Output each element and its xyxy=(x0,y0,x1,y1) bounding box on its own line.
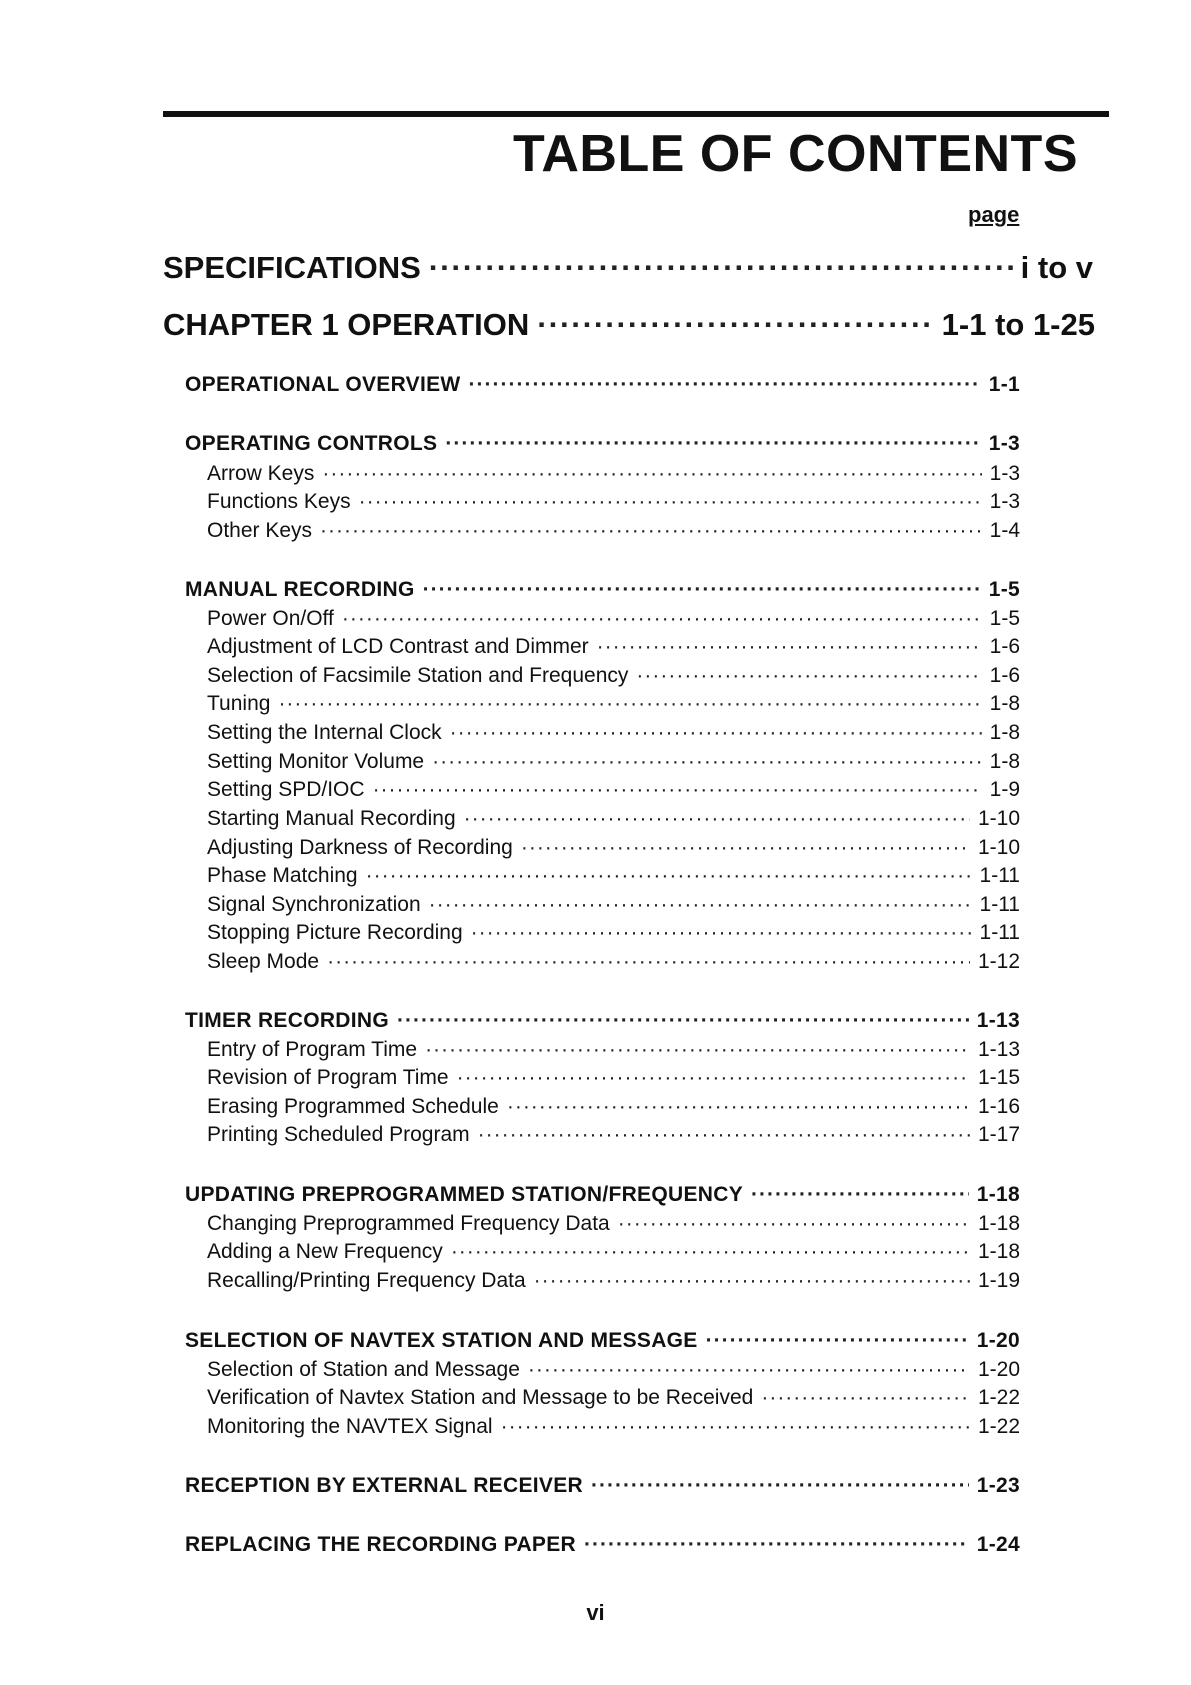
toc-item-page: 1-5 xyxy=(989,607,1020,630)
toc-item-page: 1-10 xyxy=(977,807,1020,830)
toc-item xyxy=(207,1066,1020,1090)
toc-item xyxy=(207,1386,1020,1410)
toc-item-label: Power On/Off xyxy=(207,607,334,630)
footer-page-number: vi xyxy=(586,1600,605,1625)
dot-leader xyxy=(373,778,982,802)
toc-item xyxy=(207,1240,1020,1264)
toc-item xyxy=(207,635,1020,659)
toc-item-label: Functions Keys xyxy=(207,490,351,513)
toc-item xyxy=(207,607,1020,631)
toc-section xyxy=(185,1183,1020,1207)
toc-item-page: 1-15 xyxy=(977,1066,1020,1089)
toc-item-label: Selection of Station and Message xyxy=(207,1358,520,1381)
dot-leader xyxy=(469,373,981,397)
toc-item-page: 1-12 xyxy=(977,950,1020,973)
dot-leader xyxy=(761,1386,970,1410)
toc-section-page: 1-5 xyxy=(988,578,1020,601)
toc-item-label: Revision of Program Time xyxy=(207,1066,449,1089)
toc-item xyxy=(207,950,1020,974)
toc-item-page: 1-22 xyxy=(977,1415,1020,1438)
toc-item xyxy=(207,1358,1020,1382)
toc-section-label: SELECTION OF NAVTEX STATION AND MESSAGE xyxy=(185,1329,698,1352)
toc-item-label: Stopping Picture Recording xyxy=(207,921,463,944)
dot-leader xyxy=(501,1415,970,1439)
toc-item-page: 1-8 xyxy=(989,750,1020,773)
dot-leader xyxy=(432,750,982,774)
toc-item-page: 1-11 xyxy=(979,864,1020,887)
toc-item-page: 1-4 xyxy=(989,519,1020,542)
toc-item-page: 1-8 xyxy=(989,721,1020,744)
toc-top-label: CHAPTER 1 OPERATION xyxy=(163,307,530,342)
dot-leader xyxy=(320,519,982,543)
toc-item-label: Printing Scheduled Program xyxy=(207,1123,470,1146)
dot-leader xyxy=(534,1269,970,1293)
dot-leader xyxy=(636,664,981,688)
toc-item xyxy=(207,1269,1020,1293)
toc-top-label: SPECIFICATIONS xyxy=(163,250,421,285)
toc-section-page: 1-18 xyxy=(976,1183,1020,1206)
toc-item-page: 1-13 xyxy=(977,1038,1020,1061)
toc-section-label: OPERATIONAL OVERVIEW xyxy=(185,373,461,396)
dot-leader xyxy=(591,1474,969,1498)
toc-item-page: 1-8 xyxy=(989,692,1020,715)
dot-leader xyxy=(425,1038,970,1062)
toc-item xyxy=(207,778,1020,802)
toc-section-page: 1-3 xyxy=(988,432,1020,455)
toc-section xyxy=(185,1533,1020,1557)
toc-top-entry xyxy=(163,307,1095,343)
dot-leader xyxy=(366,864,972,888)
toc-item-label: Adjusting Darkness of Recording xyxy=(207,836,513,859)
dot-leader xyxy=(507,1095,970,1119)
toc-item-page: 1-22 xyxy=(977,1386,1020,1409)
dot-leader xyxy=(429,893,972,917)
page-title: TABLE OF CONTENTS xyxy=(512,125,1078,183)
dot-leader xyxy=(537,307,933,343)
dot-leader xyxy=(521,836,970,860)
toc-section-label: OPERATING CONTROLS xyxy=(185,432,438,455)
dot-leader xyxy=(342,607,982,631)
toc-section xyxy=(185,432,1020,456)
toc-section-page: 1-20 xyxy=(976,1329,1020,1352)
toc-item-page: 1-11 xyxy=(979,921,1020,944)
toc-item xyxy=(207,1095,1020,1119)
toc-section xyxy=(185,373,1020,397)
toc-item xyxy=(207,1038,1020,1062)
dot-leader xyxy=(478,1123,970,1147)
dot-leader xyxy=(445,432,980,456)
toc-item-label: Arrow Keys xyxy=(207,462,315,485)
toc-item xyxy=(207,1123,1020,1147)
toc-item-label: Erasing Programmed Schedule xyxy=(207,1095,499,1118)
toc-item-page: 1-6 xyxy=(989,664,1020,687)
dot-leader xyxy=(464,807,970,831)
dot-leader xyxy=(278,692,981,716)
toc-item xyxy=(207,893,1020,917)
toc-item-label: Phase Matching xyxy=(207,864,358,887)
toc-item xyxy=(207,721,1020,745)
toc-top-page: i to v xyxy=(1020,250,1093,285)
dot-leader xyxy=(597,635,982,659)
toc-section xyxy=(185,1474,1020,1498)
toc-section xyxy=(185,578,1020,602)
toc-section-page: 1-13 xyxy=(976,1009,1020,1032)
toc-section-label: RECEPTION BY EXTERNAL RECEIVER xyxy=(185,1474,583,1497)
toc-item-label: Other Keys xyxy=(207,519,313,542)
dot-leader xyxy=(450,721,982,745)
toc-item xyxy=(207,750,1020,774)
toc-item xyxy=(207,836,1020,860)
toc-section-label: MANUAL RECORDING xyxy=(185,578,415,601)
toc-top-entry xyxy=(163,250,1093,286)
toc-item-label: Setting the Internal Clock xyxy=(207,721,442,744)
toc-section-label: REPLACING THE RECORDING PAPER xyxy=(185,1533,577,1556)
toc-item-label: Changing Preprogrammed Frequency Data xyxy=(207,1212,610,1235)
dot-leader xyxy=(322,462,981,486)
toc-item-page: 1-18 xyxy=(977,1240,1020,1263)
toc-item xyxy=(207,864,1020,888)
toc-item-page: 1-18 xyxy=(977,1212,1020,1235)
toc-item xyxy=(207,664,1020,688)
toc-item xyxy=(207,490,1020,514)
toc-item-page: 1-9 xyxy=(989,778,1020,801)
dot-leader xyxy=(423,578,981,602)
page-column-header: page xyxy=(968,202,1020,227)
dot-leader xyxy=(429,250,1013,286)
toc-item-page: 1-19 xyxy=(977,1269,1020,1292)
toc-item-label: Monitoring the NAVTEX Signal xyxy=(207,1415,493,1438)
toc-section-label: UPDATING PREPROGRAMMED STATION/FREQUENCY xyxy=(185,1183,744,1206)
dot-leader xyxy=(457,1066,970,1090)
toc-item-label: Verification of Navtex Station and Message to be Received xyxy=(207,1386,754,1409)
toc-item-page: 1-3 xyxy=(989,490,1020,513)
toc-item-page: 1-11 xyxy=(979,893,1020,916)
dot-leader xyxy=(751,1183,969,1207)
toc-section-page: 1-23 xyxy=(976,1474,1020,1497)
dot-leader xyxy=(397,1009,969,1033)
toc-section xyxy=(185,1009,1020,1033)
toc-item-page: 1-3 xyxy=(989,462,1020,485)
toc-item-label: Adjustment of LCD Contrast and Dimmer xyxy=(207,635,589,658)
dot-leader xyxy=(618,1212,970,1236)
dot-leader xyxy=(706,1329,969,1353)
toc-item-label: Tuning xyxy=(207,692,271,715)
toc-item-page: 1-10 xyxy=(977,836,1020,859)
toc-item-label: Selection of Facsimile Station and Frequency xyxy=(207,664,629,687)
dot-leader xyxy=(528,1358,970,1382)
dot-leader xyxy=(471,921,972,945)
toc-item xyxy=(207,921,1020,945)
toc-item xyxy=(207,519,1020,543)
dot-leader xyxy=(584,1533,969,1557)
toc-top-page: 1-1 to 1-25 xyxy=(941,307,1095,342)
toc-item-page: 1-17 xyxy=(977,1123,1020,1146)
toc-item xyxy=(207,807,1020,831)
toc-item-label: Recalling/Printing Frequency Data xyxy=(207,1269,526,1292)
toc-item xyxy=(207,462,1020,486)
toc-item-label: Setting Monitor Volume xyxy=(207,750,425,773)
toc-item xyxy=(207,1415,1020,1439)
toc-section-label: TIMER RECORDING xyxy=(185,1009,389,1032)
top-rule xyxy=(163,111,1109,117)
dot-leader xyxy=(327,950,970,974)
toc-section-page: 1-1 xyxy=(988,373,1020,396)
toc-item-page: 1-20 xyxy=(977,1358,1020,1381)
toc-item-page: 1-16 xyxy=(977,1095,1020,1118)
toc-item-label: Setting SPD/IOC xyxy=(207,778,365,801)
toc-section xyxy=(185,1329,1020,1353)
toc-item-label: Starting Manual Recording xyxy=(207,807,456,830)
toc-item xyxy=(207,692,1020,716)
dot-leader xyxy=(451,1240,970,1264)
dot-leader xyxy=(359,490,982,514)
toc-item-label: Signal Synchronization xyxy=(207,893,421,916)
toc-item-label: Sleep Mode xyxy=(207,950,320,973)
toc-item-label: Entry of Program Time xyxy=(207,1038,418,1061)
toc-item-page: 1-6 xyxy=(989,635,1020,658)
toc-item-label: Adding a New Frequency xyxy=(207,1240,443,1263)
toc-item xyxy=(207,1212,1020,1236)
toc-section-page: 1-24 xyxy=(976,1533,1020,1556)
